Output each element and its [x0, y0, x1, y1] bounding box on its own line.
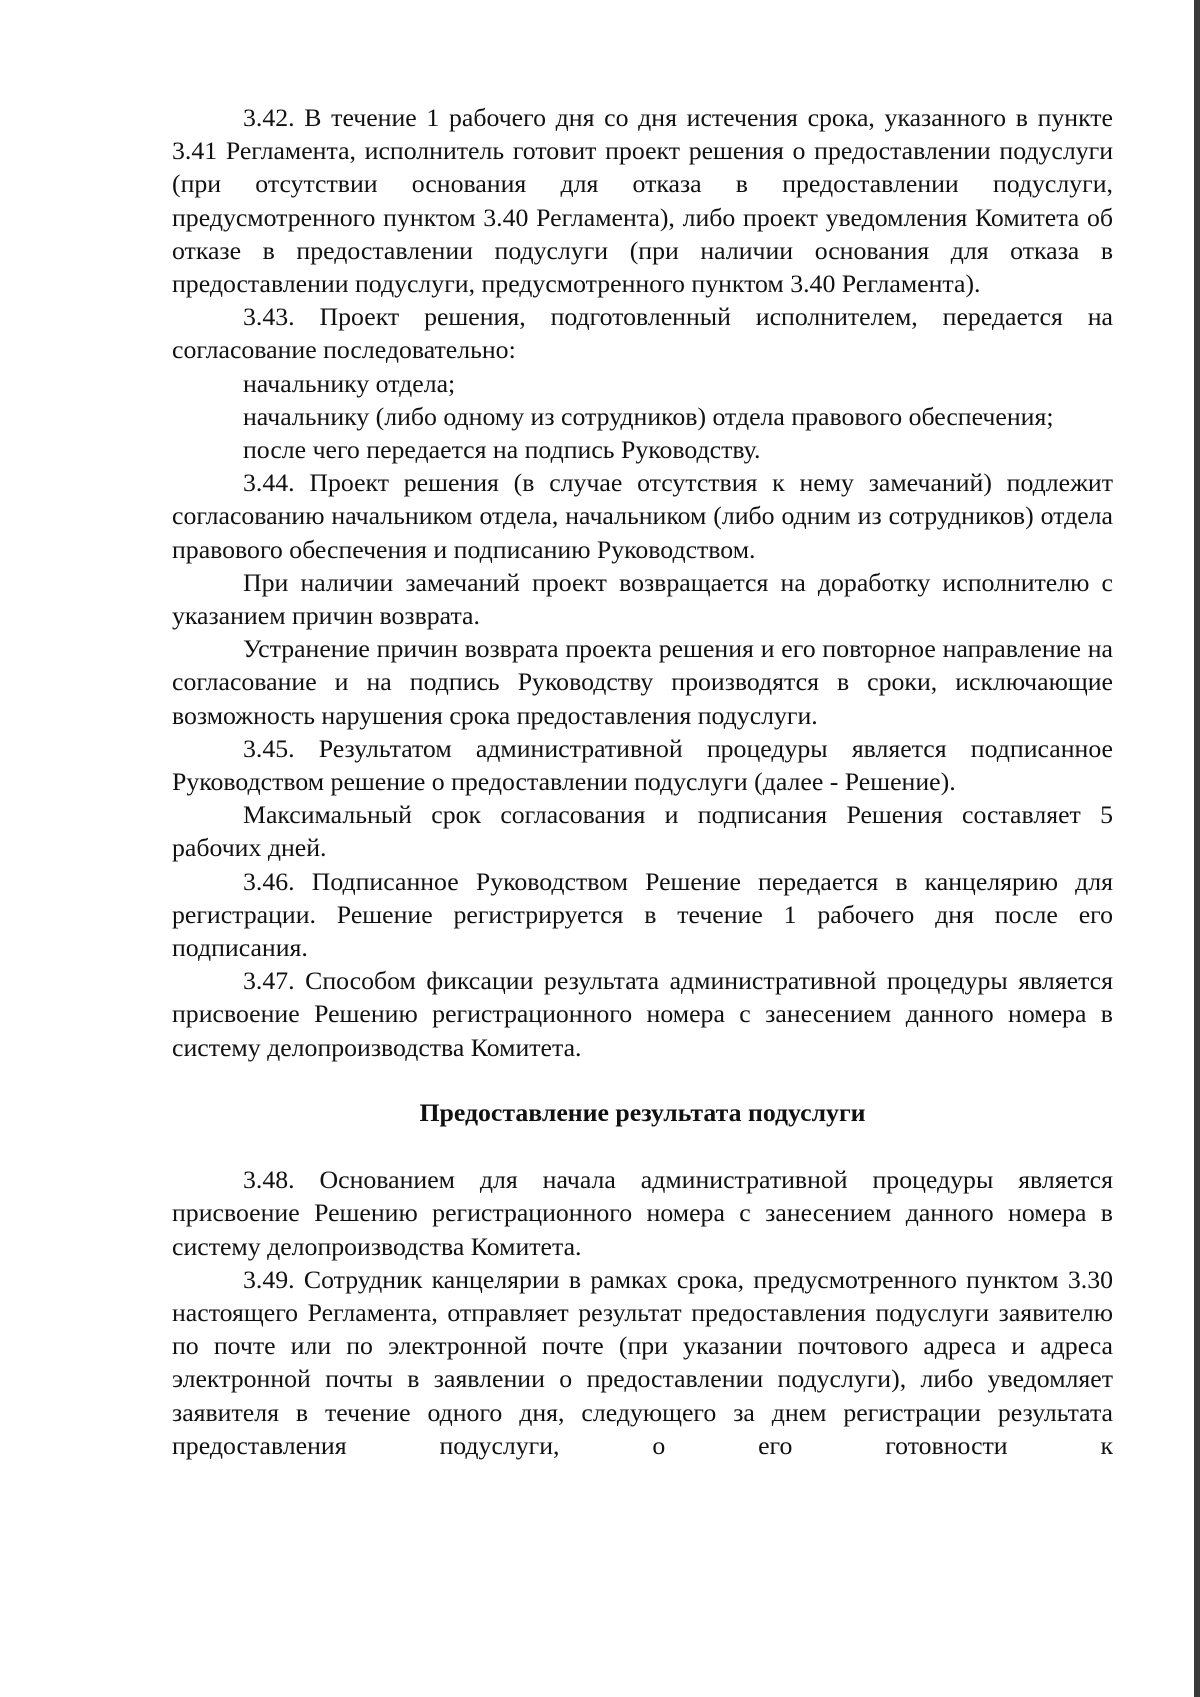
paragraph-3-43: 3.43. Проект решения, подготовленный исполнителем, передается на согласование последовательно: [172, 302, 1113, 365]
paragraph-remarks: При наличии замечаний проект возвращается на доработку исполнителю с указанием причин возврата. [172, 567, 1113, 631]
list-item-legal-department: начальнику (либо одному из сотрудников) отдела правового обеспечения; [243, 401, 1054, 431]
paragraph-3-48: 3.48. Основанием для начала административной процедуры является присвоение Решению регистрационного номера с занесением данного номера в систему делопроизводства Комитета. [172, 1165, 1113, 1261]
paragraph-3-46: 3.46. Подписанное Руководством Решение передается в канцелярию для регистрации. Решение регистрируется в течение 1 рабочего дня после его подписания. [172, 866, 1113, 963]
paragraph-max-term: Максимальный срок согласования и подписания Решения составляет 5 рабочих дней. [172, 800, 1113, 863]
paragraph-elimination: Устранение причин возврата проекта решения и его повторное направление на согласование и на подпись Руководству производятся в сроки, исключающие возможность нарушения срока предоставления подуслуги. [172, 634, 1113, 730]
paragraph-3-44: 3.44. Проект решения (в случае отсутствия к нему замечаний) подлежит согласованию начальником отдела, начальником (либо одним из сотрудников) отдела правового обеспечения и подписанию Руководством. [172, 468, 1113, 564]
section-heading: Предоставление результата подуслуги [419, 1097, 866, 1127]
page-edge-shadow [1194, 0, 1200, 1697]
paragraph-3-49: 3.49. Сотрудник канцелярии в рамках срока, предусмотренного пунктом 3.30 настоящего Регламента, отправляет результат предоставления подуслуги заявителю по почте или по электронной почте (при указании почтового адреса и адреса электронной почты в заявлении о предоставлении подуслуги), либо уведомляет заявителя в течение одного дня, следующего за днем регистрации результата предоставления подуслуги, о его готовности к [172, 1264, 1113, 1460]
document-page [172, 101, 1113, 1462]
paragraph-3-45: 3.45. Результатом административной процедуры является подписанное Руководством решение о предоставлении подуслуги (далее - Решение). [172, 733, 1113, 797]
paragraph-3-47: 3.47. Способом фиксации результата административной процедуры является присвоение Решению регистрационного номера с занесением данного номера в систему делопроизводства Комитета. [172, 966, 1113, 1062]
list-item-department-head: начальнику отдела; [243, 368, 456, 398]
list-item-signature: после чего передается на подпись Руководству. [243, 435, 761, 465]
paragraph-3-42: 3.42. В течение 1 рабочего дня со дня истечения срока, указанного в пункте 3.41 Регламента, исполнитель готовит проект решения о предоставлении подуслуги (при отсутствии основания для отказа в предоставлении подуслуги, предусмотренного пунктом 3.40 Регламента), либо проект уведомления Комитета об отказе в предоставлении подуслуги (при наличии основания для отказа в предоставлении подуслуги, предусмотренного пунктом 3.40 Регламента). [172, 103, 1113, 299]
